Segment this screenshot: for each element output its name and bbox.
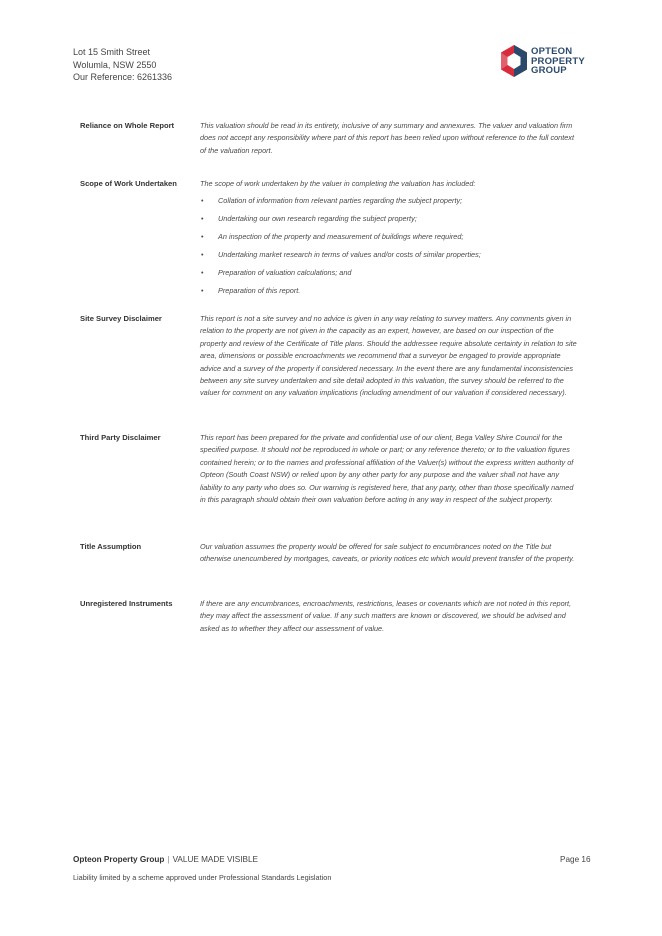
list-item: • Undertaking market research in terms of values and/or costs of similar properties; — [201, 250, 481, 260]
footer-brand-line — [73, 855, 258, 864]
scope-bullet-list — [200, 195, 580, 297]
section-label: Reliance on Whole Report — [80, 121, 175, 130]
logo-line-2: PROPERTY — [531, 55, 585, 67]
logo-line-3: GROUP — [531, 65, 567, 76]
section-text: Our valuation assumes the property would be offered for sale subject to encumbrances noted on the Title but otherwise unencumbered by mortgages, caveats, or priority notices etc which would prevent transfer of the property. — [200, 542, 575, 564]
section-label: Scope of Work Undertaken — [80, 179, 177, 188]
list-item: • Preparation of valuation calculations; and — [201, 268, 352, 278]
section-label: Title Assumption — [80, 542, 142, 551]
page-number: Page 16 — [560, 855, 591, 864]
section-text: This valuation should be read in its entirety, inclusive of any summary and annexures. The valuer and valuation firm does not accept any responsibility where part of this report has been relied upon without reference to the full context of the valuation report. — [200, 121, 574, 155]
section-label: Unregistered Instruments — [80, 599, 173, 608]
logo-wordmark — [531, 47, 585, 76]
opteon-logo — [499, 44, 599, 80]
section-body — [200, 178, 580, 303]
section-text: This report is not a site survey and no advice is given in any way relating to survey matters. Any comments given in relation to the property are not given in the capacity as an expert, however, are based on our inspection of the property and review of the Certificate of Title plans. Should the addressee require absolute certainty in relation to site area, dimensions or possible encroachments we recommend that a surveyor be engaged to provide appropriate advice and a survey of the property if considered necessary. In the event there are any fundamental inconsistencies between any site survey undertaken and site detail adopted in this valuation, the survey should be referred to the valuer for comment on any valuation implications (including amendment of our valuation if considered necessary). — [200, 314, 577, 398]
footer-brand: Opteon Property Group — [73, 855, 165, 864]
address-line-1: Lot 15 Smith Street — [73, 47, 151, 57]
list-item: • Collation of information from relevant parties regarding the subject property; — [201, 196, 463, 206]
opteon-logo-icon — [499, 44, 529, 78]
header-address — [73, 46, 172, 84]
logo-line-1: OPTEON — [531, 46, 573, 57]
reference-number: Our Reference: 6261336 — [73, 72, 173, 82]
section-label: Third Party Disclaimer — [80, 433, 161, 442]
list-item: • Preparation of this report. — [201, 285, 301, 295]
list-item: • Undertaking our own research regarding the subject property; — [201, 214, 417, 224]
section-text: This report has been prepared for the private and confidential use of our client, Bega Valley Shire Council for the specified purpose. It should not be reproduced in whole or part; or any reference thereto; or to the valuation figures contained herein; or to the names and professional affiliation of the Valuer(s) without the express written authority of Opteon (South Coast NSW) or relied upon by any other party for any purpose and the valuer shall not have any liability to any party who does so. Our warning is registered here, that any party, other than those specifically named in this paragraph should obtain their own valuation before acting in any way in respect of the subject property. — [200, 433, 574, 505]
list-item: • An inspection of the property and measurement of buildings where required; — [201, 232, 464, 242]
footer-liability-note: Liability limited by a scheme approved under Professional Standards Legislation — [73, 873, 332, 882]
section-label: Site Survey Disclaimer — [80, 314, 162, 323]
section-text: If there are any encumbrances, encroachments, restrictions, leases or covenants which are not noted in this report, they may affect the assessment of value. If any such matters are known or discovered, we should be advised and asked as to whether they affect our assessment of value. — [200, 599, 572, 633]
footer-tagline: VALUE MADE VISIBLE — [172, 855, 258, 864]
address-line-2: Wolumla, NSW 2550 — [73, 59, 157, 70]
footer-separator: | — [167, 855, 170, 864]
scope-intro: The scope of work undertaken by the valuer in completing the valuation has included: — [200, 179, 476, 188]
